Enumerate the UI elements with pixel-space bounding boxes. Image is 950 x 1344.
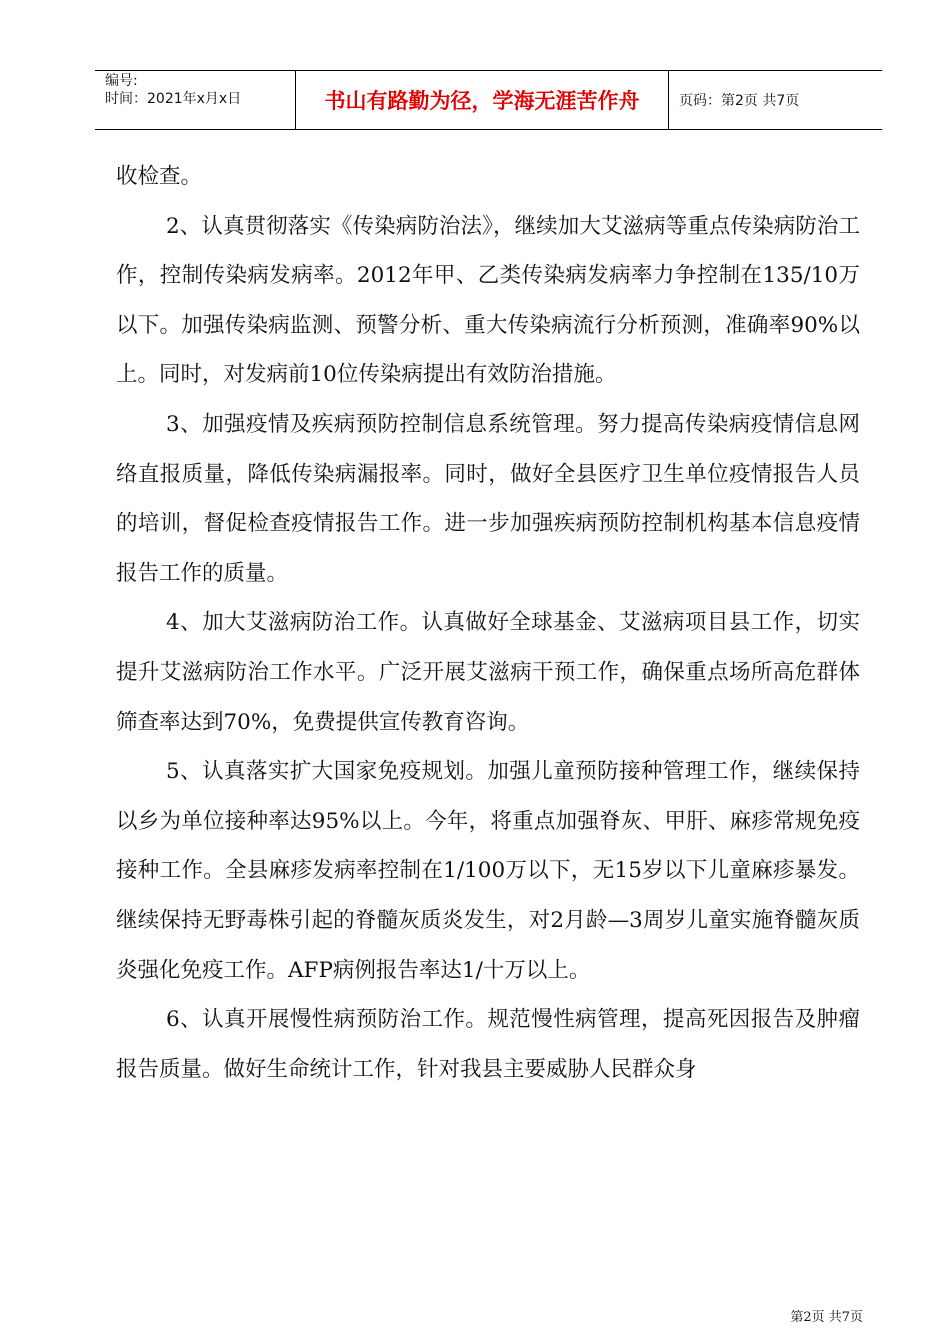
page-header bbox=[95, 70, 882, 130]
header-page-label: 页码：第2页 共7页 bbox=[679, 93, 800, 109]
header-meta bbox=[95, 71, 295, 129]
header-motto: 书山有路勤为径，学海无涯苦作舟 bbox=[295, 71, 669, 129]
document-body bbox=[116, 152, 860, 1094]
page-footer: 第2页 共7页 bbox=[790, 1310, 863, 1325]
paragraph-item-3: 3、加强疫情及疾病预防控制信息系统管理。努力提高传染病疫情信息网络直报质量，降低传染病漏报率。同时，做好全县医疗卫生单位疫情报告人员的培训，督促检查疫情报告工作。进一步加强疾病预防控制机构基本信息疫情报告工作的质量。 bbox=[116, 411, 860, 586]
paragraph-continuation: 收检查。 bbox=[116, 164, 203, 189]
paragraph-item-2: 2、认真贯彻落实《传染病防治法》，继续加大艾滋病等重点传染病防治工作，控制传染病发病率。2012年甲、乙类传染病发病率力争控制在135/10万以下。加强传染病监测、预警分析、重大传染病流行分析预测，准确率90%以上。同时，对发病前10位传染病提出有效防治措施。 bbox=[116, 213, 860, 388]
header-page-info bbox=[669, 71, 882, 129]
paragraph-item-5: 5、认真落实扩大国家免疫规划。加强儿童预防接种管理工作，继续保持以乡为单位接种率达95%以上。今年，将重点加强脊灰、甲肝、麻疹常规免疫接种工作。全县麻疹发病率控制在1/100万以下，无15岁以下儿童麻疹暴发。继续保持无野毒株引起的脊髓灰质炎发生，对2月龄—3周岁儿童实施脊髓灰质炎强化免疫工作。AFP病例报告率达1/十万以上。 bbox=[116, 759, 860, 983]
serial-label: 编号: bbox=[105, 73, 138, 89]
paragraph-item-6: 6、认真开展慢性病预防治工作。规范慢性病管理，提高死因报告及肿瘤报告质量。做好生命统计工作，针对我县主要威胁人民群众身 bbox=[116, 1007, 860, 1082]
time-label: 时间：2021年x月x日 bbox=[105, 91, 242, 107]
paragraph-item-4: 4、加大艾滋病防治工作。认真做好全球基金、艾滋病项目县工作，切实提升艾滋病防治工作水平。广泛开展艾滋病干预工作，确保重点场所高危群体筛查率达到70%，免费提供宣传教育咨询。 bbox=[116, 610, 860, 735]
